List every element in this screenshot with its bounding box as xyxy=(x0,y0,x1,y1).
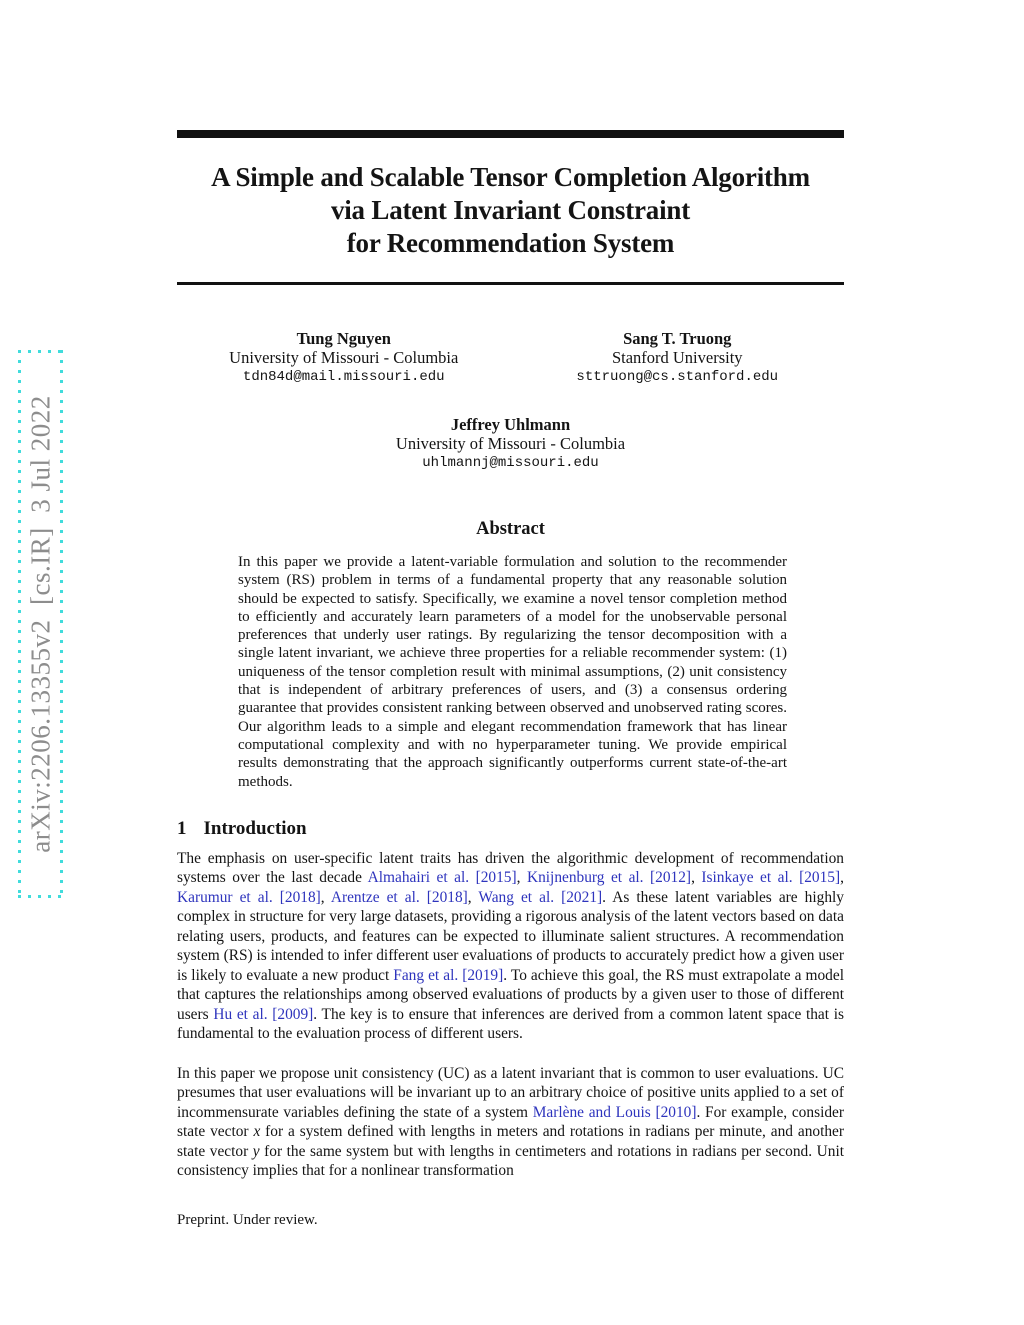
title-rule-bottom xyxy=(177,282,844,285)
text-run: . To achieve this goal, the RS must extrapolate a model that captures the relationships among observed evaluations of products by a given user to those of different users xyxy=(177,966,844,1023)
text-run: , xyxy=(516,869,527,887)
author-card-2 xyxy=(511,329,845,387)
author-email: tdn84d@mail.missouri.edu xyxy=(242,369,445,385)
author-email: uhlmannj@missouri.edu xyxy=(422,455,599,471)
section-number: 1 xyxy=(177,817,187,839)
author-affiliation: University of Missouri - Columbia xyxy=(229,348,459,367)
author-affiliation: Stanford University xyxy=(611,348,743,367)
watermark-border-left xyxy=(18,350,21,898)
text-run: . The key is to ensure that inferences are derived from a common latent space that is fundamental to the evaluation process of different users. xyxy=(177,1005,844,1043)
author-name: Jeffrey Uhlmann xyxy=(450,415,571,434)
abstract-body: In this paper we provide a latent-variable formulation and solution to the recommender system (RS) problem in terms of a fundamental property that any reasonable solution should be expected to satisfy. Specifically, we examine a novel tensor completion method to efficiently and accurately learn parameters of a model for the unobservable personal preferences that underly user ratings. By regularizing the tensor decomposition with a single latent invariant, we achieve three properties for a reliable recommender system: (1) uniqueness of the tensor completion result with minimal assumptions, (2) unit consistency that is independent of arbitrary preferences of users, and (3) a consensus ordering guarantee that provides consistent ranking between observed and unobserved rating scores. Our algorithm leads to a simple and elegant recommendation framework that has linear computational complexity and with no hyperparameter tuning. We provide empirical results demonstrating that the approach significantly outperforms current state-of-the-art methods. xyxy=(238,554,787,790)
text-run: . As these latent variables are highly complex in structure for very large datasets, providing a rigorous analysis of the latent vectors based on data relating users, products, and features can be expected to illuminate salient structures. A recommendation system (RS) is intended to infer different user evaluations of products to accurately predict how a given user is likely to evaluate a new product xyxy=(177,888,845,984)
author-name: Sang T. Truong xyxy=(623,329,732,348)
text-run: , xyxy=(691,869,702,887)
citation-link[interactable]: Arentze et al. [2018] xyxy=(330,888,468,906)
text-run: , xyxy=(467,888,479,906)
citation-link[interactable]: Almahairi et al. [2015] xyxy=(367,869,517,887)
arxiv-identifier-text: arXiv:2206.13355v2 [cs.IR] 3 Jul 2022 xyxy=(25,395,55,853)
author-affiliation: University of Missouri - Columbia xyxy=(395,434,626,453)
text-run: , xyxy=(840,869,844,887)
text-run: for a system defined with lengths in meters and rotations in radians per minute, and another state vector xyxy=(177,1123,845,1160)
intro-paragraph-2 xyxy=(177,1064,844,1181)
author-name: Tung Nguyen xyxy=(296,329,391,348)
citation-link[interactable]: Karumur et al. [2018] xyxy=(177,888,321,906)
paper-title-line-1: A Simple and Scalable Tensor Completion Algorithm xyxy=(211,162,810,192)
text-run: for the same system but with lengths in centimeters and rotations in radians per second. Unit consistency implies that for a nonlinear transformation xyxy=(177,1142,844,1180)
math-variable: x xyxy=(253,1123,261,1141)
text-run: . For example, consider state vector xyxy=(177,1103,844,1141)
paper-title xyxy=(177,161,844,260)
text-run: In this paper we propose unit consistency (UC) as a latent invariant that is common to user evaluations. UC presumes that user evaluations will be invariant up to an arbitrary choice of positive units applied to a set of incommensurate variables defining the state of a system xyxy=(177,1064,844,1121)
section-heading-introduction xyxy=(177,818,844,840)
intro-paragraph-1 xyxy=(177,849,844,1044)
arxiv-watermark xyxy=(18,350,63,898)
citation-link[interactable]: Fang et al. [2019] xyxy=(393,966,504,984)
watermark-border-top xyxy=(18,350,63,353)
section-title: Introduction xyxy=(203,817,307,839)
citation-link[interactable]: Knijnenburg et al. [2012] xyxy=(526,869,692,887)
footer-note: Preprint. Under review. xyxy=(177,1211,318,1228)
main-column xyxy=(177,0,844,1229)
paper-title-line-2: via Latent Invariant Constraint xyxy=(330,195,691,225)
math-variable: y xyxy=(252,1142,260,1160)
authors-row-2 xyxy=(177,415,844,473)
authors-row-1 xyxy=(177,329,844,387)
author-email: sttruong@cs.stanford.edu xyxy=(576,369,779,385)
citation-link[interactable]: Marlène and Louis [2010] xyxy=(532,1103,697,1121)
text-run: , xyxy=(320,888,331,906)
watermark-border-right xyxy=(60,350,63,898)
author-card-1 xyxy=(177,329,511,387)
citation-link[interactable]: Hu et al. [2009] xyxy=(213,1005,314,1023)
paper-title-line-3: for Recommendation System xyxy=(346,228,675,258)
author-card-3 xyxy=(396,415,625,473)
title-rule-top xyxy=(177,130,844,138)
citation-link[interactable]: Isinkaye et al. [2015] xyxy=(701,869,841,887)
citation-link[interactable]: Wang et al. [2021] xyxy=(478,888,603,906)
abstract-heading: Abstract xyxy=(476,519,545,539)
text-run: The emphasis on user-specific latent traits has driven the algorithmic development of recommendation systems over the last decade xyxy=(177,849,844,887)
watermark-border-bottom xyxy=(18,895,63,898)
